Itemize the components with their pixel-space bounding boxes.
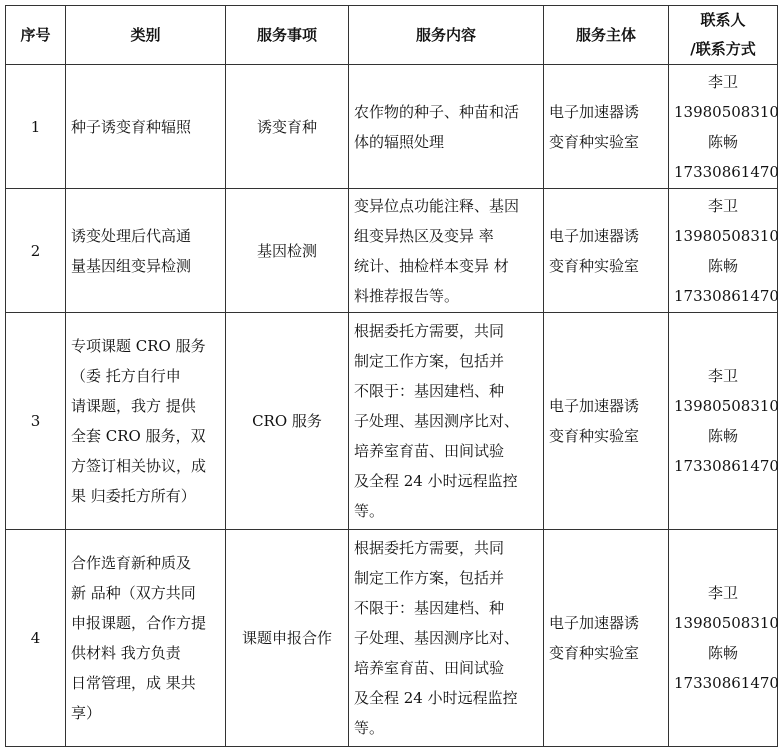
contact-phone-1: 13980508310 [674,102,779,121]
row-subject: 电子加速器诱 变育种实验室 [544,313,669,530]
row-category: 种子诱变育种辐照 [66,65,226,189]
row-content: 农作物的种子、种苗和活 体的辐照处理 [349,65,544,189]
row-content: 根据委托方需要，共同 制定工作方案，包括并 不限于：基因建档、种 子处理、基因测序比对、 培养室育苗、田间试验 及全程 24 小时远程监控 等。 [349,530,544,747]
row-subject: 电子加速器诱 变育种实验室 [544,65,669,189]
row-item: 诱变育种 [226,65,349,189]
contact-name-2: 陈畅 [707,427,738,445]
contact-name-1: 李卫 [707,367,738,385]
contact-name-1: 李卫 [707,584,738,602]
row-item: 课题申报合作 [226,530,349,747]
row-subject: 电子加速器诱 变育种实验室 [544,530,669,747]
row-content: 变异位点功能注释、基因 组变异热区及变异 率 统计、抽检样本变异 材 料推荐报告等。 [349,189,544,313]
contact-phone-1: 13980508310 [674,397,779,415]
contact-name-2: 陈畅 [707,256,738,275]
contact-name-2: 陈畅 [707,644,738,662]
header-category: 类别 [66,6,226,65]
contact-phone-2: 17330861470 [674,162,779,181]
table-row [6,530,778,747]
row-category: 诱变处理后代高通 量基因组变异检测 [66,189,226,313]
row-seq: 1 [6,65,66,189]
contact-phone-2: 17330861470 [674,457,779,475]
row-item: CRO 服务 [226,313,349,530]
row-contact [669,65,778,189]
row-item: 基因检测 [226,189,349,313]
row-seq: 2 [6,189,66,313]
table-row [6,189,778,313]
row-seq: 4 [6,530,66,747]
table-row [6,313,778,530]
contact-phone-2: 17330861470 [674,674,779,692]
service-table [5,5,778,747]
header-item: 服务事项 [226,6,349,65]
header-row [6,6,778,65]
contact-phone-2: 17330861470 [674,286,779,305]
row-category: 专项课题 CRO 服务 （委 托方自行申 请课题，我方 提供 全套 CRO 服务，双 方签订相关协议，成 果 归委托方所有） [66,313,226,530]
header-subject: 服务主体 [544,6,669,65]
row-contact [669,189,778,313]
row-contact [669,530,778,747]
header-contact: 联系人 /联系方式 [669,6,778,65]
row-category: 合作选育新种质及 新 品种（双方共同 申报课题，合作方提 供材料 我方负责 日常管理，成 果共 享） [66,530,226,747]
row-content: 根据委托方需要，共同 制定工作方案，包括并 不限于：基因建档、种 子处理、基因测序比对、 培养室育苗、田间试验 及全程 24 小时远程监控 等。 [349,313,544,530]
header-content: 服务内容 [349,6,544,65]
row-subject: 电子加速器诱 变育种实验室 [544,189,669,313]
table-row [6,65,778,189]
contact-phone-1: 13980508310 [674,226,779,245]
contact-name-1: 李卫 [707,72,738,91]
row-seq: 3 [6,313,66,530]
header-seq: 序号 [6,6,66,65]
row-contact [669,313,778,530]
contact-phone-1: 13980508310 [674,614,779,632]
contact-name-1: 李卫 [707,196,738,215]
contact-name-2: 陈畅 [707,132,738,151]
